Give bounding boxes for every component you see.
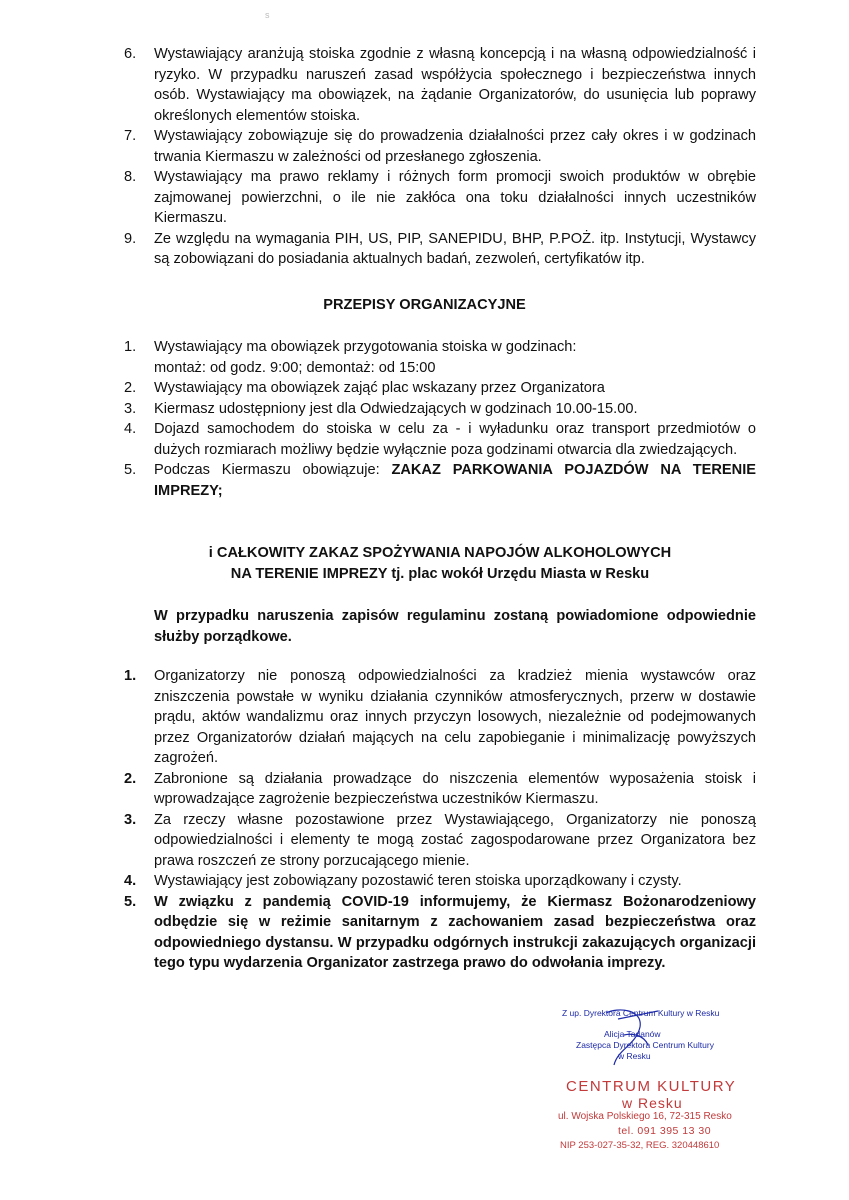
list-item-body: Za rzeczy własne pozostawione przez Wystawiającego, Organizatorzy nie ponoszą odpowiedzialności i elementy te mogą zostać zagospodarowane przez Organizatora bez prawa roszczeń ze strony porzucającego mienie. <box>154 811 756 869</box>
list-item-text <box>154 337 756 378</box>
list-item-body: Wystawiający ma prawo reklamy i różnych form promocji swoich produktów w obrębie zajmowanej powierzchni, o ile nie zakłóca ona toku działalności innych uczestników Kiermaszu. <box>154 169 756 226</box>
list-item <box>124 229 756 270</box>
list-item-text <box>154 126 756 167</box>
list-item-text <box>154 810 756 872</box>
list-item-text <box>154 229 756 270</box>
scan-mark: s <box>265 10 270 20</box>
list-item-body: Organizatorzy nie ponoszą odpowiedzialności za kradzież mienia wystawców oraz zniszczenia powstałe w wyniku działania czynników atmosferycznych, przerw w dostawie prądu, aktów wandalizmu oraz innych przyczyn losowych, niezależnie od podejmowanych przez Organizatorów działań mających na celu zapobieganie i minimalizację powyższych zagrożeń. <box>154 668 756 766</box>
list-item-body: Podczas Kiermaszu obowiązuje: <box>154 462 392 478</box>
list-item-number: 6. <box>124 46 137 62</box>
list-item <box>124 378 756 399</box>
list-item-text <box>154 378 756 399</box>
stamp-line-1: CENTRUM KULTURY <box>566 1078 737 1095</box>
list-item-text <box>154 460 756 501</box>
list-item-body: Kiermasz udostępniony jest dla Odwiedzających w godzinach 10.00-15.00. <box>154 400 638 417</box>
list-item-number: 9. <box>124 230 137 247</box>
alcohol-ban-line1: i CAŁKOWITY ZAKAZ SPOŻYWANIA NAPOJÓW ALKOHOLOWYCH <box>208 545 672 561</box>
list-item <box>124 769 756 810</box>
list-item-body: Wystawiający ma obowiązek przygotowania stoiska w godzinach: <box>154 339 577 355</box>
list-item-number: 1. <box>124 339 137 355</box>
list-item <box>124 892 756 974</box>
list-item-number: 4. <box>124 873 137 889</box>
list-item-text <box>154 871 756 892</box>
liability-list <box>124 666 756 974</box>
list-item-text <box>154 892 756 974</box>
list-item-number: 7. <box>124 128 137 144</box>
stamp-line-3: ul. Wojska Polskiego 16, 72-315 Resko <box>558 1111 732 1122</box>
signature-line-4: w Resku <box>618 1051 651 1061</box>
organizational-rules-list <box>124 337 756 501</box>
list-item <box>124 399 756 420</box>
list-item-text <box>154 44 756 126</box>
list-item-body: Wystawiający jest zobowiązany pozostawić teren stoiska uporządkowany i czysty. <box>154 873 682 889</box>
list-item-body: Wystawiający zobowiązuje się do prowadzenia działalności przez cały okres i w godzinach trwania Kiermaszu w zależności od przesłanego zgłoszenia. <box>154 128 756 165</box>
list-item-text <box>154 419 756 460</box>
list-item-number: 1. <box>124 668 137 684</box>
list-item-number: 5. <box>124 462 137 478</box>
alcohol-ban-line2: NA TERENIE IMPREZY tj. plac wokół Urzędu Miasta w Resku <box>230 566 650 582</box>
list-item-body: Wystawiający aranżują stoiska zgodnie z własną koncepcją i na własną odpowiedzialność i ryzyko. W przypadku naruszeń zasad współżycia społecznego i bezpieczeństwa innych osób. Wystawiający ma obowiązek, na żądanie Organizatorów, do usunięcia lub poprawy określonych elementów stoiska. <box>154 46 756 124</box>
list-item <box>124 337 756 378</box>
list-item-number: 3. <box>124 811 137 828</box>
list-item-text <box>154 769 756 810</box>
list-item-number: 2. <box>124 380 137 396</box>
stamp-line-4: tel. 091 395 13 30 <box>618 1125 712 1137</box>
list-item <box>124 810 756 872</box>
list-item-text <box>154 666 756 769</box>
list-item-number: 5. <box>124 893 137 910</box>
stamp-line-2: w Resku <box>622 1095 683 1111</box>
list-item-number: 2. <box>124 770 137 787</box>
list-item-bold-text: ZAKAZ PARKOWANIA POJAZDÓW NA TERENIE IMPREZY; <box>154 462 756 499</box>
list-item <box>124 419 756 460</box>
stamp-line-5: NIP 253-027-35-32, REG. 320448610 <box>560 1140 720 1151</box>
list-item-body: Zabronione są działania prowadzące do niszczenia elementów wyposażenia stoisk i wprowadzające zagrożenie bezpieczeństwa uczestników Kiermaszu. <box>154 770 756 807</box>
list-item <box>124 460 756 501</box>
signature-line-3: Zastępca Dyrektora Centrum Kultury <box>576 1040 714 1050</box>
signature-stamp-block <box>548 1005 768 1165</box>
list-item <box>124 167 756 229</box>
list-item-body: W związku z pandemią COVID-19 informujemy, że Kiermasz Bożonarodzeniowy odbędzie się w reżimie sanitarnym z zachowaniem zasad bezpieczeństwa oraz odpowiedniego dystansu. W przypadku odgórnych instrukcji zakazujących organizacji tego typu wydarzenia Organizator zastrzega prawo do odwołania imprezy. <box>154 893 756 971</box>
section-heading: PRZEPISY ORGANIZACYJNE <box>323 297 526 313</box>
regulations-list-continued <box>124 44 756 270</box>
list-item <box>124 666 756 769</box>
list-item-text <box>154 167 756 229</box>
list-item-body: Dojazd samochodem do stoiska w celu za - i wyładunku oraz transport przedmiotów o dużych rozmiarach możliwy będzie wyłącznie poza godzinami otwarcia dla zwiedzających. <box>154 421 756 458</box>
list-item-number: 8. <box>124 169 137 185</box>
list-item-text <box>154 399 756 420</box>
violation-notice: W przypadku naruszenia zapisów regulaminu zostaną powiadomione odpowiednie służby porządkowe. <box>154 608 756 645</box>
signature-line-2: Alicja Tadanów <box>604 1029 661 1039</box>
list-item-number: 4. <box>124 421 137 437</box>
list-item <box>124 871 756 892</box>
list-item <box>124 126 756 167</box>
list-item-number: 3. <box>124 400 137 417</box>
list-item-body: Ze względu na wymagania PIH, US, PIP, SANEPIDU, BHP, P.POŻ. itp. Instytucji, Wystawcy są zobowiązani do posiadania aktualnych badań, zezwoleń, certyfikatów itp. <box>154 230 756 267</box>
list-item-extra: montaż: od godz. 9:00; demontaż: od 15:00 <box>154 359 436 376</box>
signature-line-1: Z up. Dyrektora Centrum Kultury w Resku <box>562 1008 720 1018</box>
list-item <box>124 44 756 126</box>
list-item-body: Wystawiający ma obowiązek zająć plac wskazany przez Organizatora <box>154 380 605 396</box>
